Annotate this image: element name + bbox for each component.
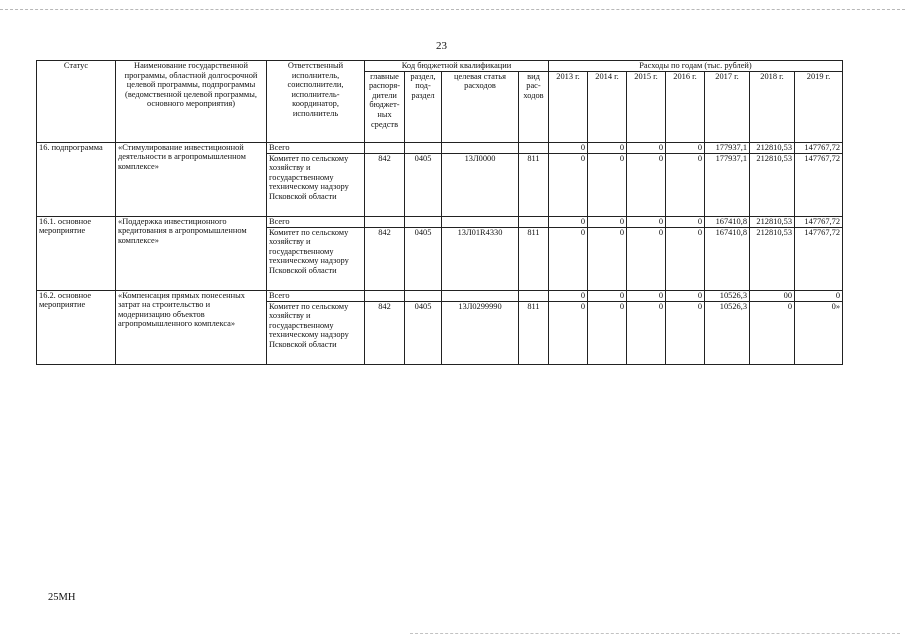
empty-cell xyxy=(442,290,519,301)
total-value-2016: 0 xyxy=(666,216,705,227)
total-value-2017: 10526,3 xyxy=(705,290,750,301)
program-name-cell: «Компенсация прямых понесенных затрат на строительство и модернизацию объектов агропромышленного комплекса» xyxy=(116,290,267,364)
expense-type-cell: 811 xyxy=(519,227,549,290)
value-2013: 0 xyxy=(549,227,588,290)
total-value-2013: 0 xyxy=(549,290,588,301)
total-value-2014: 0 xyxy=(588,216,627,227)
empty-cell xyxy=(365,142,405,153)
total-value-2013: 0 xyxy=(549,142,588,153)
empty-cell xyxy=(405,290,442,301)
value-2016: 0 xyxy=(666,153,705,216)
empty-cell xyxy=(519,142,549,153)
value-2016: 0 xyxy=(666,227,705,290)
section-cell: 0405 xyxy=(405,227,442,290)
value-2018: 212810,53 xyxy=(750,153,795,216)
header-section: раздел, под-раздел xyxy=(405,71,442,142)
budget-expenses-table xyxy=(36,60,843,365)
total-value-2019: 0 xyxy=(795,290,843,301)
header-year-2013: 2013 г. xyxy=(549,71,588,142)
value-2015: 0 xyxy=(627,153,666,216)
executor-cell: Комитет по сельскому хозяйству и государственному техническому надзору Псковской области xyxy=(267,227,365,290)
value-2013: 0 xyxy=(549,153,588,216)
value-2015: 0 xyxy=(627,227,666,290)
scan-bottom-edge-line xyxy=(410,633,900,634)
header-status: Статус xyxy=(37,61,116,143)
total-value-2013: 0 xyxy=(549,216,588,227)
total-value-2018: 212810,53 xyxy=(750,216,795,227)
total-label-cell: Всего xyxy=(267,216,365,227)
total-value-2017: 177937,1 xyxy=(705,142,750,153)
header-year-2015: 2015 г. xyxy=(627,71,666,142)
empty-cell xyxy=(519,290,549,301)
total-label-cell: Всего xyxy=(267,290,365,301)
header-program-name: Наименование государственной программы, областной долгосрочной целевой программы, подпрограммы (ведомственной целевой программы, основного мероприятия) xyxy=(116,61,267,143)
total-value-2018: 212810,53 xyxy=(750,142,795,153)
program-name-cell: «Стимулирование инвестиционной деятельности в агропромышленном комплексе» xyxy=(116,142,267,216)
value-2018: 212810,53 xyxy=(750,227,795,290)
total-value-2019: 147767,72 xyxy=(795,142,843,153)
total-value-2014: 0 xyxy=(588,290,627,301)
empty-cell xyxy=(365,290,405,301)
empty-cell xyxy=(442,142,519,153)
empty-cell xyxy=(442,216,519,227)
value-2017: 167410,8 xyxy=(705,227,750,290)
grbs-cell: 842 xyxy=(365,153,405,216)
total-value-2015: 0 xyxy=(627,290,666,301)
header-year-2016: 2016 г. xyxy=(666,71,705,142)
section-cell: 0405 xyxy=(405,301,442,364)
empty-cell xyxy=(519,216,549,227)
grbs-cell: 842 xyxy=(365,301,405,364)
value-2017: 10526,3 xyxy=(705,301,750,364)
header-executor: Ответственный исполнитель, соисполнители, исполнитель-координатор, исполнитель xyxy=(267,61,365,143)
total-value-2017: 167410,8 xyxy=(705,216,750,227)
scan-top-edge-line xyxy=(0,9,905,10)
header-target: целевая статья расходов xyxy=(442,71,519,142)
header-grbs: главные распоря-дители бюджет-ных средств xyxy=(365,71,405,142)
total-value-2016: 0 xyxy=(666,142,705,153)
total-value-2014: 0 xyxy=(588,142,627,153)
empty-cell xyxy=(405,216,442,227)
status-cell: 16.2. основное мероприятие xyxy=(37,290,116,364)
target-cell: 13Л01R4330 xyxy=(442,227,519,290)
header-expense-type: вид рас-ходов xyxy=(519,71,549,142)
value-2014: 0 xyxy=(588,227,627,290)
page-number: 23 xyxy=(436,40,447,52)
value-2014: 0 xyxy=(588,301,627,364)
status-cell: 16.1. основное мероприятие xyxy=(37,216,116,290)
header-year-2014: 2014 г. xyxy=(588,71,627,142)
header-year-2019: 2019 г. xyxy=(795,71,843,142)
total-value-2018: 00 xyxy=(750,290,795,301)
program-name-cell: «Поддержка инвестиционного кредитования в агропромышленном комплексе» xyxy=(116,216,267,290)
header-expenses-group: Расходы по годам (тыс. рублей) xyxy=(549,61,843,72)
section-cell: 0405 xyxy=(405,153,442,216)
header-budget-code-group: Код бюджетной квалификации xyxy=(365,61,549,72)
empty-cell xyxy=(405,142,442,153)
value-2014: 0 xyxy=(588,153,627,216)
value-2016: 0 xyxy=(666,301,705,364)
value-2015: 0 xyxy=(627,301,666,364)
total-value-2016: 0 xyxy=(666,290,705,301)
grbs-cell: 842 xyxy=(365,227,405,290)
value-2017: 177937,1 xyxy=(705,153,750,216)
header-year-2018: 2018 г. xyxy=(750,71,795,142)
total-value-2015: 0 xyxy=(627,142,666,153)
target-cell: 13Л0000 xyxy=(442,153,519,216)
value-2013: 0 xyxy=(549,301,588,364)
value-2019: 147767,72 xyxy=(795,227,843,290)
value-2018: 0 xyxy=(750,301,795,364)
executor-cell: Комитет по сельскому хозяйству и государственному техническому надзору Псковской области xyxy=(267,153,365,216)
total-value-2019: 147767,72 xyxy=(795,216,843,227)
value-2019: 147767,72 xyxy=(795,153,843,216)
expense-type-cell: 811 xyxy=(519,301,549,364)
table-row xyxy=(37,142,843,153)
table-row xyxy=(37,290,843,301)
table-row xyxy=(37,216,843,227)
total-value-2015: 0 xyxy=(627,216,666,227)
expense-type-cell: 811 xyxy=(519,153,549,216)
empty-cell xyxy=(365,216,405,227)
header-year-2017: 2017 г. xyxy=(705,71,750,142)
executor-cell: Комитет по сельскому хозяйству и государственному техническому надзору Псковской области xyxy=(267,301,365,364)
total-label-cell: Всего xyxy=(267,142,365,153)
value-2019: 0» xyxy=(795,301,843,364)
target-cell: 13Л0299990 xyxy=(442,301,519,364)
status-cell: 16. подпрограмма xyxy=(37,142,116,216)
footer-code: 25МН xyxy=(48,592,76,603)
